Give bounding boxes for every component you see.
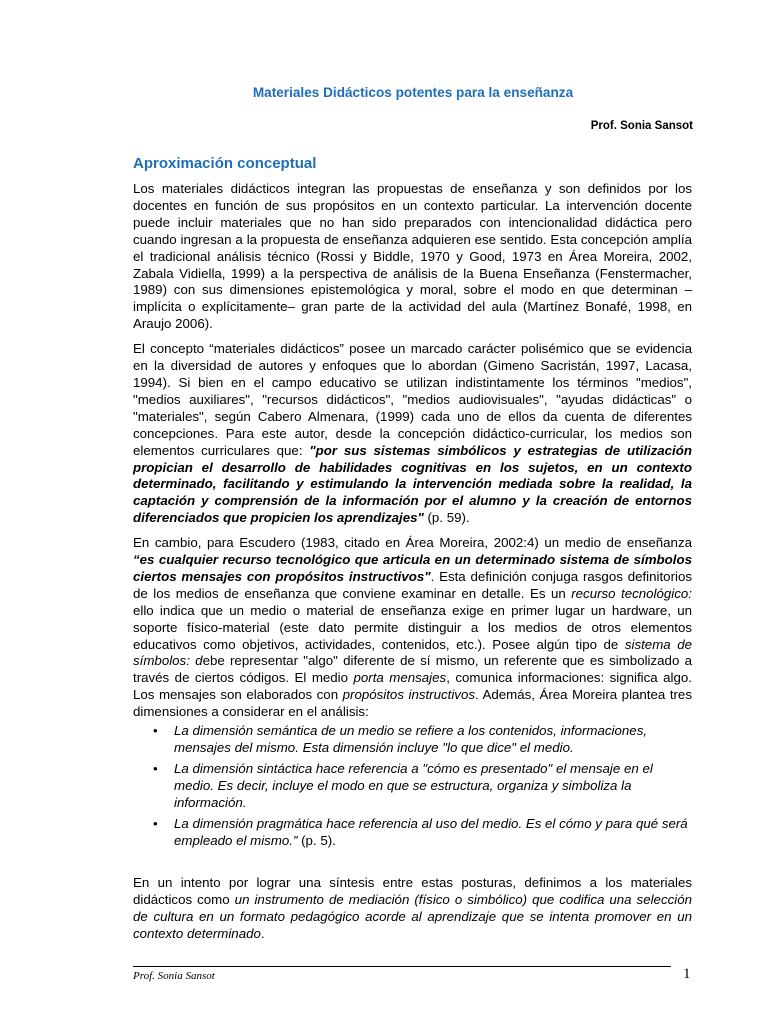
dimensions-list [133,723,692,849]
term-porta-mensajes: porta mensajes [353,670,447,686]
bullet-icon: • [153,723,158,739]
paragraph-4-text: En un intento por lograr una síntesis entre estas posturas, definimos a los materiales didácticos como [133,875,692,908]
paragraph-4-end: . [260,926,265,942]
paragraph-3-text-b: . Esta definición conjuga rasgos definitorios de los medios de enseñanza que conviene examinar en detalle. Es un [133,568,692,601]
term-propositos-instructivos: propósitos instructivos [342,687,475,703]
cabero-quote: "por sus sistemas simbólicos y estrategias de utilización propician el desarrollo de habilidades cognitivas en los sujetos, en un contexto determinado, facilitando y estimulando la intervención mediada sobre la realidad, la captación y comprensión de la información por el alumno y la creación de entornos diferenciados que propicien los aprendizajes" [133,442,692,526]
escudero-quote: “es cualquier recurso tecnológico que articula en un determinado sistema de símbolos ciertos mensajes con propósitos instructivos" [133,552,692,584]
paragraph-4 [133,875,692,943]
dimension-semantica: La dimensión semántica de un medio se refiere a los contenidos, informaciones, mensajes del mismo. Esta dimensión incluye "lo que dice" el medio. [174,723,648,755]
paragraph-1: Los materiales didácticos integran las propuestas de enseñanza y son definidos por los docentes en función de sus propósitos en un contexto particular. La intervención docente puede incluir materiales que no han sido preparados con intencionalidad didáctica pero cuando ingresan a la propuesta de enseñanza adquieren ese sentido. Esta concepción amplía el tradicional análisis técnico (Rossi y Biddle, 1970 y Good, 1973 en Área Moreira, 2002, Zabala Vidiella, 1999) a la perspectiva de análisis de la Buena Enseñanza (Fenstermacher, 1989) con sus dimensiones epistemológica y moral, sobre el modo en que determinan –implícita o explícitamente– gran parte de la actividad del aula (Martínez Bonafé, 1998, en Araujo 2006). [133,181,692,332]
paragraph-2 [133,341,692,527]
author-line: Prof. Sonia Sansot [590,120,693,132]
bullet-icon: • [153,760,158,776]
paragraph-3-text-c: ello indica que un medio o material de enseñanza exige en primer lugar un hardware, un soporte físico-material (este dato permite distinguir a los medios de otros elementos educativos como objetivos, actividades, contenidos, etc.). Posee algún tipo de [133,602,692,652]
document-title: Materiales Didácticos potentes para la enseñanza [252,85,574,100]
paragraph-2-text: El concepto “materiales didácticos” posee un marcado carácter polisémico que se evidencia en la diversidad de autores y enfoques que lo abordan (Gimeno Sacristán, 1997, Lacasa, 1994). Si bien en el campo educativo se utilizan indistintamente los términos "medios", "medios auxiliares", "recursos didácticos", "medios audiovisuales", "ayudas didácticas" o "materiales", según Cabero Almenara, (1999) cada uno de ellos da cuenta de diferentes concepciones. Para este autor, desde la concepción didáctico-curricular, los medios son elementos curriculares que: [133,341,692,458]
paragraph-3-text-f: . Además, Área Moreira plantea tres dimensiones a considerar en el análisis: [133,687,692,720]
paragraph-3-text-e: , comunica informaciones: significa algo. Los mensajes son elaborados con [133,670,692,703]
page-number: 1 [683,966,691,982]
list-item [153,760,692,812]
list-item [153,723,692,757]
bullet-icon: • [153,815,158,831]
dimension-citation: (p. 5). [297,832,336,848]
definition-emphasis: un instrumento de mediación (físico o simbólico) que codifica una selección de cultura en un formato pedagógico acorde al aprendizaje que se intenta promover en un contexto determinado [133,892,692,942]
footer-divider [133,966,671,967]
footer-author: Prof. Sonia Sansot [133,970,215,982]
term-recurso-tecnologico: recurso tecnológico: [571,585,692,601]
dimension-sintactica: La dimensión sintáctica hace referencia a "cómo es presentado" el mensaje en el medio. Es decir, incluye el modo en que se estructura, organiza y simboliza la información. [174,760,653,810]
document-body [133,181,692,951]
section-title: Aproximación conceptual [133,155,317,172]
dimension-pragmatica: La dimensión pragmática hace referencia al uso del medio. Es el cómo y para qué será empleado el mismo.” [174,815,688,848]
paragraph-2-citation: (p. 59). [423,510,470,526]
term-sistema-de-simbolos: sistema de símbolos: d [133,636,692,669]
paragraph-3-text-a: En cambio, para Escudero (1983, citado en Área Moreira, 2002:4) un medio de enseñanza [133,535,692,551]
list-item [153,815,692,850]
paragraph-3-text-d: ebe representar "algo" diferente de sí mismo, un referente que es simbolizado a través de ciertos códigos. El medio [133,653,692,686]
paragraph-3 [133,535,692,721]
